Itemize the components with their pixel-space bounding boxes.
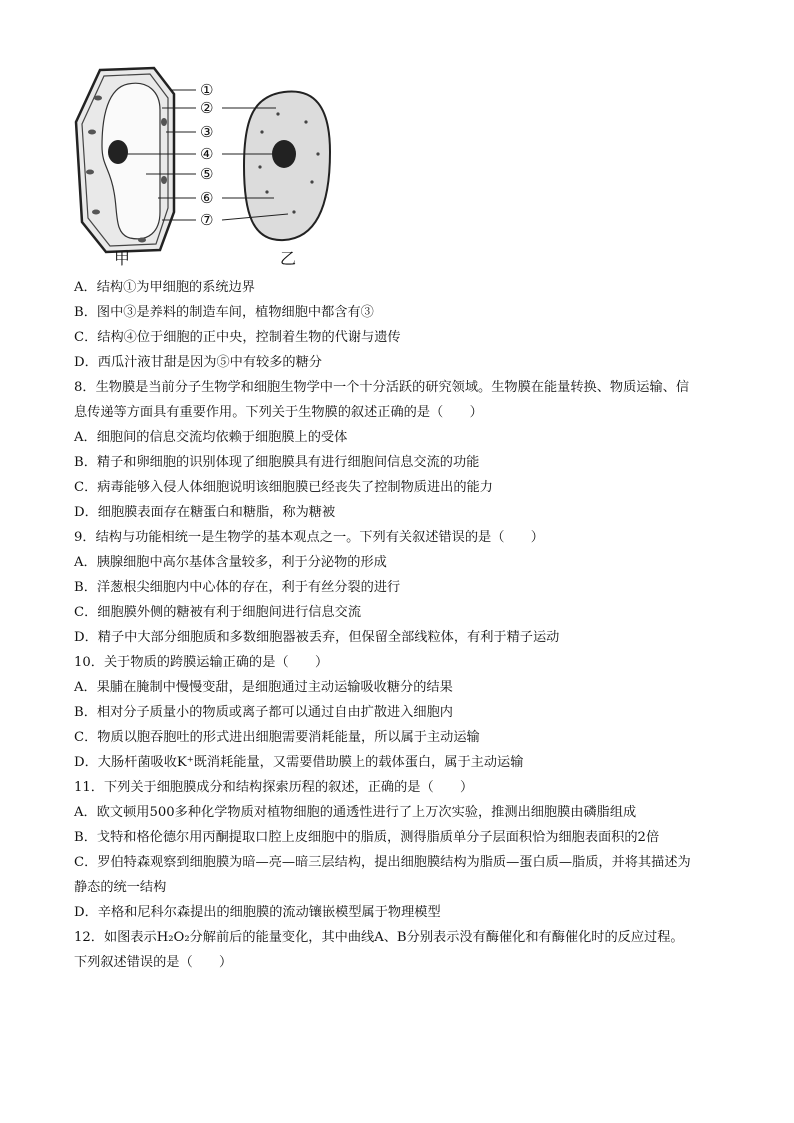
structure-markers xyxy=(200,81,213,229)
text-line: B．相对分子质量小的物质或离子都可以通过自由扩散进入细胞内 xyxy=(74,705,453,720)
text-line: B．洋葱根尖细胞内中心体的存在，利于有丝分裂的进行 xyxy=(74,580,401,595)
text-line: 11．下列关于细胞膜成分和结构探索历程的叙述，正确的是（ ） xyxy=(74,780,474,795)
text-line: D．精子中大部分细胞质和多数细胞器被丢弃，但保留全部线粒体，有利于精子运动 xyxy=(74,630,560,645)
text-line: D．细胞膜表面存在糖蛋白和糖脂，称为糖被 xyxy=(74,505,336,520)
text-line: C．罗伯特森观察到细胞膜为暗—亮—暗三层结构，提出细胞膜结构为脂质—蛋白质—脂质，并将其描述为 xyxy=(74,855,691,870)
marker-7: ⑦ xyxy=(200,211,214,229)
text-line: D．大肠杆菌吸收K⁺既消耗能量，又需要借助膜上的载体蛋白，属于主动运输 xyxy=(74,755,524,770)
text-line: A．果脯在腌制中慢慢变甜，是细胞通过主动运输吸收糖分的结果 xyxy=(74,680,453,695)
text-line: C．结构④位于细胞的正中央，控制着生物的代谢与遗传 xyxy=(74,330,401,345)
text-line: 息传递等方面具有重要作用。下列关于生物膜的叙述正确的是（ ） xyxy=(74,405,483,420)
text-line: C．细胞膜外侧的糖被有利于细胞间进行信息交流 xyxy=(74,605,362,620)
text-line: 12．如图表示H₂O₂分解前后的能量变化，其中曲线A、B分别表示没有酶催化和有酶催化时的反应过程。 xyxy=(74,930,684,945)
text-line: B．精子和卵细胞的识别体现了细胞膜具有进行细胞间信息交流的功能 xyxy=(74,455,480,470)
text-line: C．物质以胞吞胞吐的形式进出细胞需要消耗能量，所以属于主动运输 xyxy=(74,730,480,745)
marker-5: ⑤ xyxy=(200,165,214,183)
text-line: A．欧文顿用500多种化学物质对植物细胞的通透性进行了上万次实验，推测出细胞膜由磷脂组成 xyxy=(74,805,637,820)
text-line: 8．生物膜是当前分子生物学和细胞生物学中一个十分活跃的研究领域。生物膜在能量转换、物质运输、信 xyxy=(74,380,690,395)
marker-1: ① xyxy=(200,81,214,99)
marker-4: ④ xyxy=(200,145,214,163)
text-line: 下列叙述错误的是（ ） xyxy=(74,955,233,970)
text-line: B．图中③是养料的制造车间，植物细胞中都含有③ xyxy=(74,305,374,320)
text-line: 10．关于物质的跨膜运输正确的是（ ） xyxy=(74,655,329,670)
marker-6: ⑥ xyxy=(200,189,214,207)
text-line: A．细胞间的信息交流均依赖于细胞膜上的受体 xyxy=(74,430,348,445)
label-jia: 甲 xyxy=(114,249,131,267)
question-text xyxy=(74,275,734,975)
marker-2: ② xyxy=(200,99,214,117)
text-line: 9．结构与功能相统一是生物学的基本观点之一。下列有关叙述错误的是（ ） xyxy=(74,530,544,545)
cell-diagram xyxy=(62,62,352,267)
text-line: A．结构①为甲细胞的系统边界 xyxy=(74,280,255,295)
text-line: C．病毒能够入侵人体细胞说明该细胞膜已经丧失了控制物质进出的能力 xyxy=(74,480,493,495)
label-yi: 乙 xyxy=(280,249,297,267)
marker-3: ③ xyxy=(200,123,214,141)
animal-cell xyxy=(244,91,330,240)
text-line: D．辛格和尼科尔森提出的细胞膜的流动镶嵌模型属于物理模型 xyxy=(74,905,441,920)
text-line: B．戈特和格伦德尔用丙酮提取口腔上皮细胞中的脂质，测得脂质单分子层面积恰为细胞表面积的2倍 xyxy=(74,830,660,845)
text-line: 静态的统一结构 xyxy=(74,880,167,895)
text-line: A．胰腺细胞中高尔基体含量较多，利于分泌物的形成 xyxy=(74,555,387,570)
plant-cell xyxy=(76,68,174,252)
text-line: D．西瓜汁液甘甜是因为⑤中有较多的糖分 xyxy=(74,355,322,370)
